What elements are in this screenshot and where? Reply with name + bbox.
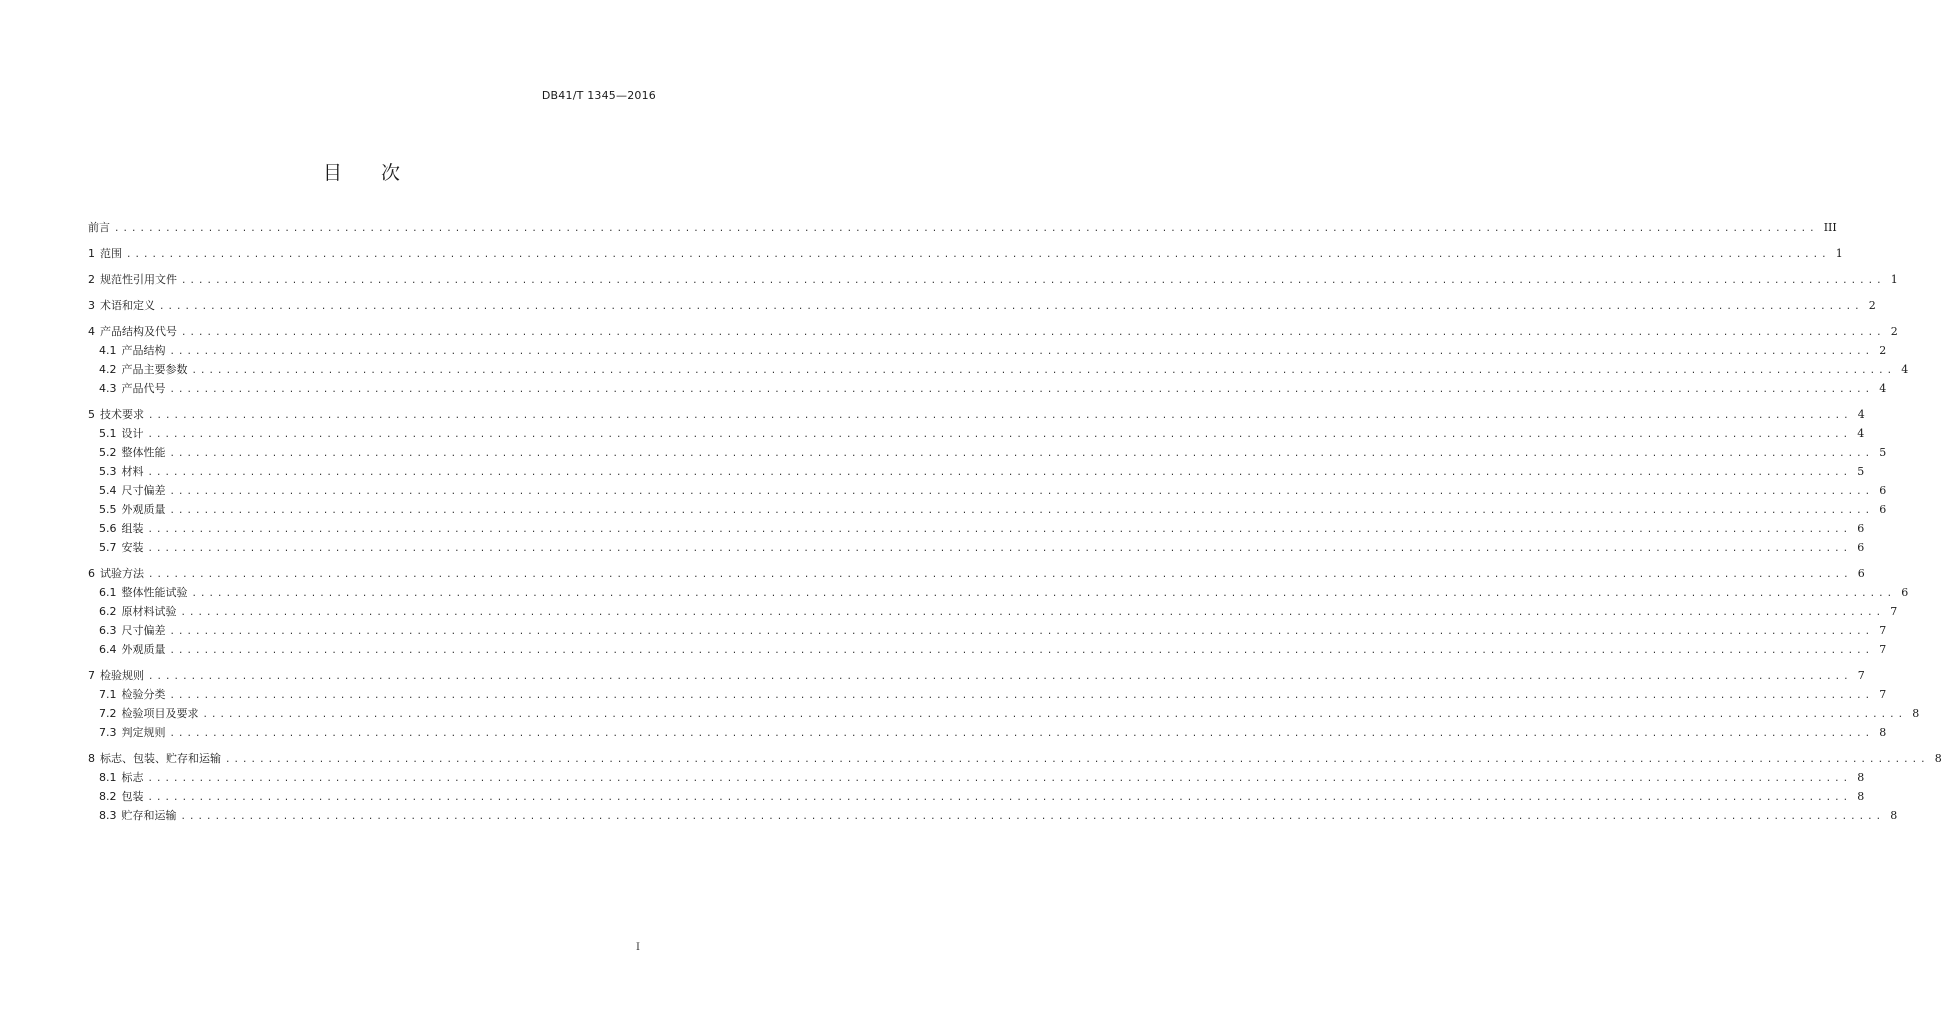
- toc-leader-dots: ........................................................................................................................................................................................................: [169, 506, 1874, 516]
- toc-entry-text: 检验规则: [100, 669, 144, 682]
- toc-entry-number: 4.1: [99, 344, 117, 357]
- toc-entry[interactable]: [88, 406, 1865, 425]
- toc-entry[interactable]: [88, 724, 1887, 743]
- toc-entry[interactable]: [88, 705, 1920, 724]
- toc-leader-dots: ........................................................................................................................................................................................................: [181, 328, 1885, 338]
- toc-entry[interactable]: [88, 463, 1865, 482]
- toc-entry-text: 术语和定义: [100, 299, 155, 312]
- toc-leader-dots: ........................................................................................................................................................................................................: [148, 411, 1852, 421]
- toc-entry[interactable]: [88, 219, 1837, 238]
- toc-leader-dots: ........................................................................................................................................................................................................: [147, 430, 1852, 440]
- toc-entry-text: 判定规则: [121, 726, 166, 739]
- toc-entry-label: [99, 724, 170, 740]
- toc-entry-number: 4.3: [99, 382, 117, 395]
- toc-leader-dots: ........................................................................................................................................................................................................: [148, 672, 1852, 682]
- toc-entry-number: 7.3: [99, 726, 117, 739]
- toc-entry-text: 产品主要参数: [121, 363, 188, 376]
- toc-entry-text: 检验分类: [121, 688, 166, 701]
- toc-entry-page: 6: [1857, 522, 1865, 535]
- toc-entry-page: 7: [1879, 624, 1887, 637]
- toc-entry-label: [99, 622, 170, 638]
- toc-entry-page: 7: [1890, 605, 1898, 618]
- toc-entry-page: 6: [1901, 586, 1909, 599]
- toc-leader-dots: ........................................................................................................................................................................................................: [180, 608, 1885, 618]
- toc-entry[interactable]: [88, 323, 1898, 342]
- toc-entry-page: 8: [1912, 707, 1920, 720]
- page-number: I: [636, 942, 640, 953]
- toc-entry-page: 4: [1857, 427, 1865, 440]
- toc-entry-text: 产品代号: [121, 382, 166, 395]
- toc-entry-label: [99, 769, 148, 785]
- toc-entry-number: 5.1: [99, 427, 117, 440]
- toc-entry-page: 6: [1879, 484, 1887, 497]
- toc-entry-label: [88, 297, 159, 313]
- title-char-2: 次: [381, 162, 402, 184]
- toc-entry[interactable]: [88, 342, 1887, 361]
- toc-entry-page: 5: [1879, 446, 1887, 459]
- toc-entry-text: 标志: [121, 771, 144, 784]
- toc-entry-page: 4: [1879, 382, 1887, 395]
- toc-leader-dots: ........................................................................................................................................................................................................: [147, 793, 1852, 803]
- toc-leader-dots: ........................................................................................................................................................................................................: [169, 627, 1874, 637]
- toc-entry-text: 试验方法: [100, 567, 144, 580]
- toc-entry[interactable]: [88, 788, 1865, 807]
- toc-entry-page: 8: [1879, 726, 1887, 739]
- toc-leader-dots: ........................................................................................................................................................................................................: [147, 525, 1852, 535]
- toc-leader-dots: ........................................................................................................................................................................................................: [202, 710, 1907, 720]
- toc-entry-number: 7.2: [99, 707, 117, 720]
- toc-entry-page: 2: [1868, 299, 1876, 312]
- toc-entry-page: 7: [1879, 643, 1887, 656]
- toc-entry-label: [99, 641, 170, 657]
- toc-entry[interactable]: [88, 584, 1909, 603]
- toc-entry[interactable]: [88, 271, 1898, 290]
- toc-entry-text: 包装: [121, 790, 144, 803]
- toc-entry[interactable]: [88, 686, 1887, 705]
- toc-entry-text: 尺寸偏差: [121, 484, 166, 497]
- toc-leader-dots: ........................................................................................................................................................................................................: [114, 224, 1818, 234]
- toc-entry-text: 规范性引用文件: [100, 273, 177, 286]
- toc-entry-label: [88, 406, 148, 422]
- toc-entry-page: 8: [1857, 771, 1865, 784]
- toc-entry-label: [99, 425, 148, 441]
- toc-entry-text: 组装: [121, 522, 144, 535]
- toc-leader-dots: ........................................................................................................................................................................................................: [169, 729, 1874, 739]
- toc-entry-page: 1: [1835, 247, 1843, 260]
- toc-entry-label: [99, 705, 203, 721]
- toc-leader-dots: ........................................................................................................................................................................................................: [169, 646, 1874, 656]
- toc-entry-page: 5: [1857, 465, 1865, 478]
- toc-leader-dots: ........................................................................................................................................................................................................: [169, 347, 1874, 357]
- toc-entry-text: 尺寸偏差: [121, 624, 166, 637]
- toc-entry-number: 8.2: [99, 790, 117, 803]
- toc-entry-number: 7: [88, 669, 95, 682]
- toc-entry[interactable]: [88, 565, 1865, 584]
- toc-entry-page: 6: [1857, 541, 1865, 554]
- toc-entry-page: 1: [1890, 273, 1898, 286]
- toc-entry-label: [99, 361, 192, 377]
- toc-entry-number: 6.1: [99, 586, 117, 599]
- toc-entry-number: 7.1: [99, 688, 117, 701]
- toc-entry-text: 整体性能试验: [121, 586, 188, 599]
- toc-entry-label: [99, 342, 170, 358]
- toc-entry-label: [99, 788, 148, 804]
- toc-entry[interactable]: [88, 482, 1887, 501]
- toc-entry-text: 贮存和运输: [121, 809, 177, 822]
- toc-entry-text: 产品结构: [121, 344, 166, 357]
- toc-entry-label: [88, 271, 181, 287]
- toc-entry-page: 4: [1901, 363, 1909, 376]
- toc-entry-page: 6: [1857, 567, 1865, 580]
- toc-entry-label: [99, 539, 148, 555]
- toc-entry-label: [99, 380, 170, 396]
- toc-entry-number: 6.3: [99, 624, 117, 637]
- toc-leader-dots: ........................................................................................................................................................................................................: [169, 385, 1874, 395]
- toc-entry-number: 5.6: [99, 522, 117, 535]
- toc-entry[interactable]: [88, 750, 1942, 769]
- toc-entry-page: 7: [1857, 669, 1865, 682]
- toc-entry[interactable]: [88, 603, 1898, 622]
- document-code: DB41/T 1345—2016: [541, 89, 656, 102]
- toc-entry[interactable]: [88, 245, 1843, 264]
- toc-entry-page: 6: [1879, 503, 1887, 516]
- toc-entry-label: [99, 686, 170, 702]
- toc-entry-text: 整体性能: [121, 446, 166, 459]
- toc-entry-label: [99, 807, 181, 823]
- table-of-contents: [88, 219, 1942, 826]
- toc-entry-label: [99, 463, 148, 479]
- toc-entry-number: 6.2: [99, 605, 117, 618]
- toc-entry-number: 3: [88, 299, 95, 312]
- toc-entry[interactable]: [88, 641, 1887, 660]
- toc-entry-page: 8: [1934, 752, 1942, 765]
- toc-entry-label: [99, 501, 170, 517]
- toc-entry-label: [88, 219, 114, 235]
- toc-entry-number: 5: [88, 408, 95, 421]
- toc-entry-page: 7: [1879, 688, 1887, 701]
- toc-entry-text: 技术要求: [100, 408, 144, 421]
- toc-entry-text: 设计: [121, 427, 144, 440]
- toc-entry-number: 6: [88, 567, 95, 580]
- toc-entry-text: 前言: [88, 221, 110, 234]
- title-char-1: 目: [322, 162, 343, 184]
- toc-leader-dots: ........................................................................................................................................................................................................: [180, 812, 1885, 822]
- toc-leader-dots: ........................................................................................................................................................................................................: [148, 570, 1852, 580]
- toc-entry-number: 5.7: [99, 541, 117, 554]
- toc-entry-label: [88, 245, 126, 261]
- toc-leader-dots: ........................................................................................................................................................................................................: [169, 691, 1874, 701]
- toc-entry-text: 检验项目及要求: [121, 707, 199, 720]
- toc-entry-number: 1: [88, 247, 95, 260]
- toc-entry-number: 6.4: [99, 643, 117, 656]
- toc-entry[interactable]: [88, 622, 1887, 641]
- toc-leader-dots: ........................................................................................................................................................................................................: [225, 755, 1929, 765]
- toc-entry-number: 5.5: [99, 503, 117, 516]
- page-title: [0, 158, 724, 185]
- toc-entry-number: 2: [88, 273, 95, 286]
- toc-entry[interactable]: [88, 667, 1865, 686]
- toc-entry-number: 8.1: [99, 771, 117, 784]
- toc-entry[interactable]: [88, 501, 1887, 520]
- toc-leader-dots: ........................................................................................................................................................................................................: [147, 774, 1852, 784]
- toc-entry-label: [99, 584, 192, 600]
- toc-entry[interactable]: [88, 520, 1865, 539]
- toc-entry-page: III: [1823, 221, 1837, 234]
- toc-entry-number: 8.3: [99, 809, 117, 822]
- toc-entry[interactable]: [88, 444, 1887, 463]
- toc-entry-label: [88, 323, 181, 339]
- toc-entry-page: 8: [1857, 790, 1865, 803]
- toc-leader-dots: ........................................................................................................................................................................................................: [181, 276, 1885, 286]
- toc-entry[interactable]: [88, 380, 1887, 399]
- toc-entry[interactable]: [88, 361, 1909, 380]
- toc-entry[interactable]: [88, 297, 1876, 316]
- toc-leader-dots: ........................................................................................................................................................................................................: [159, 302, 1863, 312]
- toc-entry-text: 产品结构及代号: [100, 325, 177, 338]
- toc-entry-label: [99, 482, 170, 498]
- toc-entry-text: 外观质量: [121, 643, 166, 656]
- toc-entry-text: 外观质量: [121, 503, 166, 516]
- toc-entry-number: 5.2: [99, 446, 117, 459]
- toc-entry-number: 4: [88, 325, 95, 338]
- toc-leader-dots: ........................................................................................................................................................................................................: [126, 250, 1830, 260]
- toc-entry-page: 4: [1857, 408, 1865, 421]
- toc-entry[interactable]: [88, 539, 1865, 558]
- toc-entry-label: [88, 565, 148, 581]
- toc-entry-text: 标志、包装、贮存和运输: [100, 752, 221, 765]
- toc-entry-page: 8: [1890, 809, 1898, 822]
- toc-entry-text: 范围: [100, 247, 122, 260]
- toc-entry-label: [99, 444, 170, 460]
- toc-entry[interactable]: [88, 425, 1865, 444]
- toc-leader-dots: ........................................................................................................................................................................................................: [169, 449, 1874, 459]
- toc-entry-text: 原材料试验: [121, 605, 177, 618]
- toc-leader-dots: ........................................................................................................................................................................................................: [147, 544, 1852, 554]
- toc-entry[interactable]: [88, 807, 1898, 826]
- toc-entry-label: [88, 667, 148, 683]
- toc-entry-text: 材料: [121, 465, 144, 478]
- toc-entry-number: 4.2: [99, 363, 117, 376]
- toc-entry-text: 安装: [121, 541, 144, 554]
- toc-entry-page: 2: [1890, 325, 1898, 338]
- toc-leader-dots: ........................................................................................................................................................................................................: [169, 487, 1874, 497]
- toc-entry-label: [99, 603, 181, 619]
- toc-entry-number: 8: [88, 752, 95, 765]
- toc-leader-dots: ........................................................................................................................................................................................................: [191, 366, 1896, 376]
- toc-entry-number: 5.4: [99, 484, 117, 497]
- toc-entry-number: 5.3: [99, 465, 117, 478]
- toc-entry[interactable]: [88, 769, 1865, 788]
- toc-entry-label: [99, 520, 148, 536]
- toc-leader-dots: ........................................................................................................................................................................................................: [147, 468, 1852, 478]
- toc-leader-dots: ........................................................................................................................................................................................................: [191, 589, 1896, 599]
- toc-entry-label: [88, 750, 225, 766]
- toc-entry-page: 2: [1879, 344, 1887, 357]
